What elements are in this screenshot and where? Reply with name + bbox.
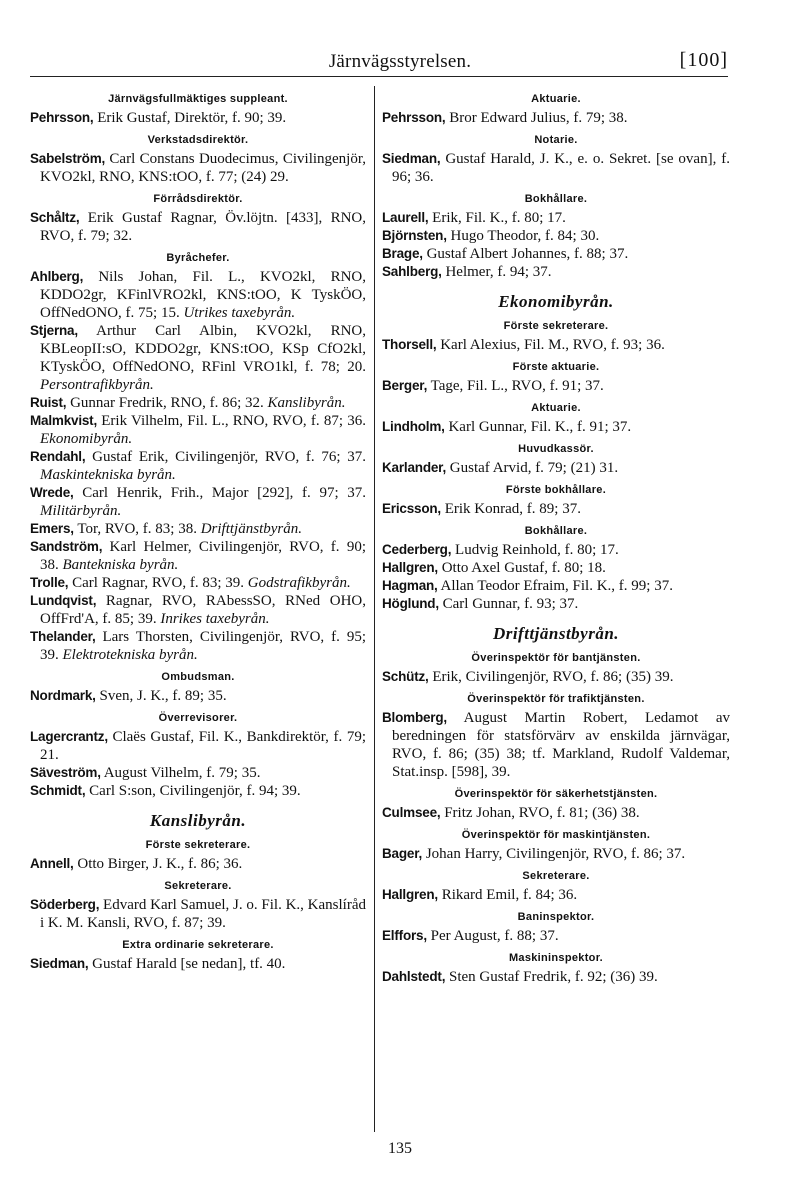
role-heading: Sekreterare.: [522, 870, 590, 882]
person-entry: [382, 459, 730, 477]
person-entry: [30, 484, 366, 520]
person-surname: Annell,: [30, 856, 74, 871]
role-heading: Byråchefer.: [166, 252, 230, 264]
person-surname: Siedman,: [382, 151, 441, 166]
role-heading: Förste bokhållare.: [505, 484, 607, 496]
person-details: Otto Axel Gustaf, f. 80; 18.: [437, 560, 606, 576]
person-entry: [382, 577, 730, 595]
person-entry: [382, 418, 730, 436]
person-surname: Malmkvist,: [30, 413, 98, 428]
person-surname: Säveström,: [30, 765, 101, 780]
person-entry: [382, 886, 730, 904]
person-surname: Laurell,: [382, 210, 429, 225]
person-entry: [30, 520, 366, 538]
person-details: Erik Konrad, f. 89; 37.: [440, 501, 581, 517]
role-heading: Förste aktuarie.: [512, 361, 600, 373]
person-entry: [382, 845, 730, 863]
person-entry: [382, 336, 730, 354]
person-entry: [382, 245, 730, 263]
person-surname: Söderberg,: [30, 897, 100, 912]
person-surname: Blomberg,: [382, 710, 447, 725]
person-entry: [30, 628, 366, 664]
folio-number: 135: [388, 1140, 412, 1157]
person-entry: [382, 377, 730, 395]
running-title: Järnvägsstyrelsen.: [328, 51, 472, 72]
person-surname: Lundqvist,: [30, 593, 97, 608]
person-surname: Stjerna,: [30, 323, 78, 338]
person-surname: Sabelström,: [30, 151, 106, 166]
person-details: Allan Teodor Efraim, Fil. K., f. 99; 37.: [437, 578, 673, 594]
role-heading: Bokhållare.: [524, 193, 588, 205]
role-heading: Ombudsman.: [161, 671, 235, 683]
person-entry: [30, 322, 366, 394]
person-details: Otto Birger, J. K., f. 86; 36.: [73, 856, 243, 872]
person-details: Rikard Emil, f. 84; 36.: [437, 887, 578, 903]
person-surname: Ericsson,: [382, 501, 441, 516]
person-details: Ludvig Reinhold, f. 80; 17.: [451, 542, 619, 558]
person-surname: Sandström,: [30, 539, 103, 554]
role-heading: Överinspektör för säkerhetstjänsten.: [454, 788, 658, 800]
person-details: Nils Johan, Fil. L., KVO2kl, RNO, KDDO2gr, KFinlVRO2kl, KNS:tOO, K TyskÖO, OffNedONO, f. 75; 15.: [40, 269, 366, 321]
person-details: Erik, Fil. K., f. 80; 17.: [428, 210, 566, 226]
person-entry: [382, 263, 730, 281]
person-entry: [30, 728, 366, 764]
section-heading: Drifttjänstbyrån.: [492, 624, 620, 643]
role-heading: Bokhållare.: [524, 525, 588, 537]
person-details: Erik Gustaf, Direktör, f. 90; 39.: [93, 110, 287, 126]
bureau-name: Kanslibyrån.: [263, 395, 346, 411]
person-entry: [382, 709, 730, 781]
person-details: Johan Harry, Civilingenjör, RVO, f. 86; 37.: [422, 846, 686, 862]
person-surname: Thelander,: [30, 629, 96, 644]
role-heading: Järnvägsfullmäktiges suppleant.: [108, 93, 288, 105]
person-entry: [382, 595, 730, 613]
person-surname: Schmidt,: [30, 783, 86, 798]
person-details: Carl Ragnar, RVO, f. 83; 39.: [68, 575, 245, 591]
person-surname: Ahlberg,: [30, 269, 84, 284]
person-details: Claës Gustaf, Fil. K., Bankdirektör, f. 79; 21.: [40, 729, 366, 763]
person-surname: Björnsten,: [382, 228, 447, 243]
person-details: Erik, Civilingenjör, RVO, f. 86; (35) 39.: [428, 669, 674, 685]
person-surname: Rendahl,: [30, 449, 86, 464]
person-entry: [382, 500, 730, 518]
person-surname: Dahlstedt,: [382, 969, 446, 984]
bureau-name: Bantekniska byrån.: [58, 557, 179, 573]
person-surname: Emers,: [30, 521, 74, 536]
person-surname: Wrede,: [30, 485, 74, 500]
person-entry: [382, 968, 730, 986]
role-heading: Överrevisorer.: [158, 712, 238, 724]
person-entry: [382, 668, 730, 686]
person-entry: [30, 687, 366, 705]
person-details: Gunnar Fredrik, RNO, f. 86; 32.: [66, 395, 264, 411]
right-column: [382, 86, 730, 986]
person-entry: [382, 109, 730, 127]
person-details: Karl Gunnar, Fil. K., f. 91; 37.: [444, 419, 632, 435]
person-details: Tor, RVO, f. 83; 38.: [73, 521, 197, 537]
person-entry: [30, 268, 366, 322]
role-heading: Förrådsdirektör.: [153, 193, 243, 205]
role-heading: Aktuarie.: [531, 93, 581, 105]
person-surname: Lindholm,: [382, 419, 445, 434]
person-surname: Brage,: [382, 246, 423, 261]
person-details: Erik Vilhelm, Fil. L., RNO, RVO, f. 87; 36.: [97, 413, 366, 429]
column-divider: [374, 86, 375, 1132]
person-details: Sten Gustaf Fredrik, f. 92; (36) 39.: [445, 969, 658, 985]
person-surname: Berger,: [382, 378, 428, 393]
person-entry: [30, 855, 366, 873]
person-surname: Sahlberg,: [382, 264, 442, 279]
person-surname: Hallgren,: [382, 560, 438, 575]
person-entry: [382, 804, 730, 822]
role-heading: Aktuarie.: [531, 402, 581, 414]
bureau-name: Elektrotekniska byrån.: [58, 647, 198, 663]
person-details: Tage, Fil. L., RVO, f. 91; 37.: [427, 378, 604, 394]
person-surname: Ruist,: [30, 395, 67, 410]
role-heading: Sekreterare.: [164, 880, 232, 892]
person-entry: [30, 592, 366, 628]
person-details: Edvard Karl Samuel, J. o. Fil. K., Kanslíråd i K. M. Kansli, RVO, f. 87; 39.: [40, 897, 366, 931]
bureau-name: Godstrafikbyrån.: [244, 575, 351, 591]
person-details: Fritz Johan, RVO, f. 81; (36) 38.: [440, 805, 640, 821]
person-entry: [30, 764, 366, 782]
person-details: Ragnar, RVO, RAbessSO, RNed OHO, OffFrd'A, f. 85; 39.: [40, 593, 366, 627]
person-surname: Pehrsson,: [30, 110, 94, 125]
person-details: Gustaf Arvid, f. 79; (21) 31.: [446, 460, 619, 476]
person-surname: Trolle,: [30, 575, 69, 590]
section-heading: Kanslibyrån.: [149, 811, 247, 830]
person-entry: [382, 559, 730, 577]
bureau-name: Inrikes taxebyrån.: [156, 611, 270, 627]
person-surname: Siedman,: [30, 956, 89, 971]
role-heading: Notarie.: [534, 134, 578, 146]
person-entry: [382, 150, 730, 186]
role-heading: Förste sekreterare.: [503, 320, 609, 332]
person-details: Carl Henrik, Frih., Major [292], f. 97; 37.: [73, 485, 366, 501]
person-entry: [30, 109, 366, 127]
bureau-name: Militärbyrån.: [40, 503, 122, 519]
person-details: August Vilhelm, f. 79; 35.: [100, 765, 261, 781]
person-details: Gustaf Harald [se nedan], tf. 40.: [88, 956, 286, 972]
person-details: Carl Constans Duodecimus, Civilingenjör, KVO2kl, RNO, KNS:tOO, f. 77; (24) 29.: [40, 151, 366, 185]
role-heading: Överinspektör för bantjänsten.: [471, 652, 641, 664]
person-surname: Cederberg,: [382, 542, 452, 557]
person-surname: Bager,: [382, 846, 423, 861]
person-entry: [30, 150, 366, 186]
person-entry: [30, 412, 366, 448]
bureau-name: Maskintekniska byrån.: [40, 467, 176, 483]
person-surname: Elffors,: [382, 928, 427, 943]
person-entry: [30, 955, 366, 973]
role-heading: Överinspektör för trafiktjänsten.: [467, 693, 645, 705]
person-details: Carl S:son, Civilingenjör, f. 94; 39.: [85, 783, 301, 799]
person-entry: [382, 541, 730, 559]
section-heading: Ekonomibyrån.: [498, 292, 614, 311]
person-entry: [30, 782, 366, 800]
person-entry: [30, 574, 366, 592]
person-details: Gustaf Erik, Civilingenjör, RVO, f. 76; 37.: [85, 449, 366, 465]
header-rule: [30, 76, 728, 77]
person-entry: [30, 209, 366, 245]
person-surname: Karlander,: [382, 460, 447, 475]
bureau-name: Persontrafikbyrån.: [40, 377, 154, 393]
role-heading: Extra ordinarie sekreterare.: [122, 939, 274, 951]
bureau-name: Ekonomibyrån.: [40, 431, 133, 447]
person-surname: Hagman,: [382, 578, 438, 593]
person-details: August Martin Robert, Ledamot av beredningen för statsförvärv av enskilda järnvägar, RVO, f. 86; (35) 38; tf. Markland, Rudolf Valdemar, Stat.insp. [598], 39.: [392, 710, 730, 780]
left-column: [30, 86, 366, 973]
person-details: Lars Thorsten, Civilingenjör, RVO, f. 95; 39.: [40, 629, 366, 663]
person-entry: [382, 927, 730, 945]
person-surname: Nordmark,: [30, 688, 96, 703]
role-heading: Överinspektör för maskintjänsten.: [461, 829, 651, 841]
person-entry: [30, 896, 366, 932]
person-entry: [30, 394, 366, 412]
person-entry: [30, 448, 366, 484]
person-surname: Pehrsson,: [382, 110, 446, 125]
person-details: Karl Helmer, Civilingenjör, RVO, f. 90; 38.: [40, 539, 366, 573]
person-entry: [30, 538, 366, 574]
role-heading: Baninspektor.: [517, 911, 595, 923]
role-heading: Förste sekreterare.: [145, 839, 251, 851]
person-details: Bror Edward Julius, f. 79; 38.: [445, 110, 628, 126]
person-details: Sven, J. K., f. 89; 35.: [95, 688, 227, 704]
person-entry: [382, 227, 730, 245]
role-heading: Huvudkassör.: [518, 443, 594, 455]
person-surname: Hallgren,: [382, 887, 438, 902]
bureau-name: Drifttjänstbyrån.: [196, 521, 302, 537]
person-surname: Lagercrantz,: [30, 729, 108, 744]
bureau-name: Utrikes taxebyrån.: [179, 305, 296, 321]
person-details: Hugo Theodor, f. 84; 30.: [446, 228, 600, 244]
person-details: Arthur Carl Albin, KVO2kl, RNO, KBLeopII:sO, KDDO2gr, KNS:tOO, KSp CfO2kl, KTyskÖO, OffNedONO, RFinl VRO1kl, f. 78; 20.: [40, 323, 366, 375]
person-surname: Thorsell,: [382, 337, 437, 352]
person-details: Carl Gunnar, f. 93; 37.: [438, 596, 579, 612]
role-heading: Maskininspektor.: [508, 952, 604, 964]
person-details: Erik Gustaf Ragnar, Öv.löjtn. [433], RNO, RVO, f. 79; 32.: [40, 210, 366, 244]
person-surname: Culmsee,: [382, 805, 441, 820]
person-details: Gustaf Albert Johannes, f. 88; 37.: [422, 246, 629, 262]
person-details: Per August, f. 88; 37.: [426, 928, 559, 944]
person-surname: Schütz,: [382, 669, 429, 684]
page-number-bracketed: [100]: [679, 49, 728, 71]
role-heading: Verkstadsdirektör.: [147, 134, 249, 146]
person-details: Helmer, f. 94; 37.: [441, 264, 552, 280]
person-surname: Schåltz,: [30, 210, 80, 225]
person-details: Gustaf Harald, J. K., e. o. Sekret. [se ovan], f. 96; 36.: [392, 151, 730, 185]
person-details: Karl Alexius, Fil. M., RVO, f. 93; 36.: [436, 337, 665, 353]
person-entry: [382, 209, 730, 227]
person-surname: Höglund,: [382, 596, 439, 611]
